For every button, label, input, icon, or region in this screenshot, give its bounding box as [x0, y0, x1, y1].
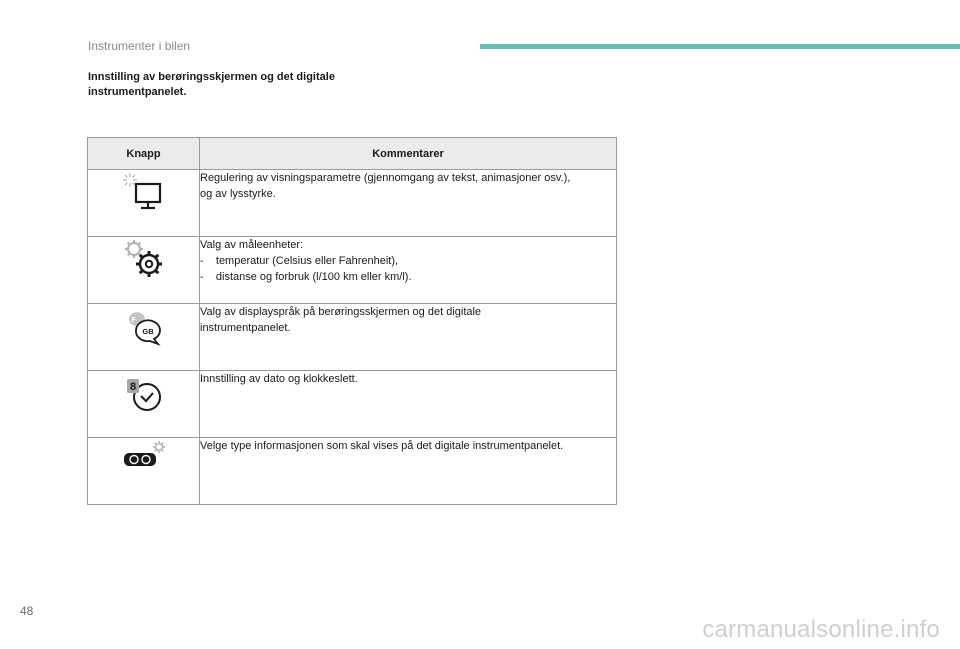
- header-accent-bar: [480, 44, 960, 49]
- table-row: [88, 438, 617, 505]
- comment-line: Velge type informasjonen som skal vises på det digitale instrumentpanelet.: [200, 440, 564, 452]
- comment-line: Valg av måleenheter:: [200, 239, 304, 251]
- comment-cell: [200, 170, 617, 237]
- screen-brightness-icon: [122, 170, 166, 214]
- language-bubble-icon: [122, 304, 166, 348]
- table-row: [88, 237, 617, 304]
- table-header-row: [88, 138, 617, 170]
- date-clock-icon: [122, 371, 166, 415]
- column-header-button: Knapp: [88, 138, 200, 170]
- comment-line: Valg av displayspråk på berøringsskjermen og det digitale: [200, 306, 482, 318]
- comment-cell: [200, 304, 617, 371]
- icon-cell: [88, 170, 200, 237]
- units-gears-icon: [122, 237, 166, 281]
- comment-cell: [200, 237, 617, 304]
- watermark: carmanualsonline.info: [702, 616, 940, 643]
- comment-cell: [200, 438, 617, 505]
- icon-cell: [88, 438, 200, 505]
- table-row: [88, 304, 617, 371]
- table-row: [88, 170, 617, 237]
- comment-line: instrumentpanelet.: [200, 322, 291, 334]
- calendar-badge-label: 8: [129, 381, 136, 393]
- comment-line: Regulering av visningsparametre (gjennomgang av tekst, animasjoner osv.),: [200, 172, 571, 184]
- instrument-panel-config-icon: [120, 438, 168, 478]
- icon-cell: [88, 304, 200, 371]
- icon-cell: [88, 371, 200, 438]
- column-header-comments: Kommentarer: [200, 138, 617, 170]
- running-header: Instrumenter i bilen: [88, 39, 191, 53]
- badge-top-label: F: [130, 317, 136, 324]
- comment-line: og av lysstyrke.: [200, 188, 276, 200]
- page-number: 48: [20, 604, 34, 618]
- comment-line: - distanse og forbruk (l/100 km eller km/l).: [200, 271, 412, 283]
- comment-line: Innstilling av dato og klokkeslett.: [200, 373, 358, 385]
- icon-cell: [88, 237, 200, 304]
- table-row: [88, 371, 617, 438]
- settings-table: [87, 137, 617, 505]
- comment-cell: [200, 371, 617, 438]
- section-title: Innstilling av berøringsskjermen og det digitale instrumentpanelet.: [88, 71, 335, 98]
- badge-bottom-label: GB: [141, 327, 154, 336]
- comment-line: - temperatur (Celsius eller Fahrenheit),: [200, 255, 399, 267]
